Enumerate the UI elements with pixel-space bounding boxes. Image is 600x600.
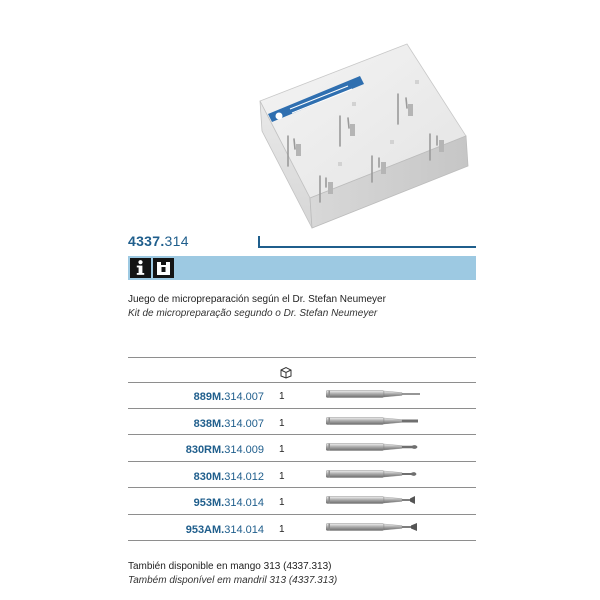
part-number: [186, 524, 264, 536]
table-row-divider: [128, 540, 476, 541]
pack-quantity: 1: [279, 417, 285, 429]
bur-instrument-image: [326, 518, 421, 536]
table-row: [128, 383, 476, 409]
bur-instrument-image: [326, 465, 421, 483]
product-code-bold: 4337.: [128, 233, 165, 249]
bur-instrument-image: [326, 385, 421, 403]
bur-instrument-image: [326, 438, 421, 456]
table-row-divider: [128, 487, 476, 488]
table-row: [128, 410, 476, 436]
pack-quantity: 1: [279, 497, 285, 508]
part-number-suffix: 314.014: [224, 497, 264, 509]
part-number-suffix: 314.012: [224, 470, 264, 483]
part-number-bold: 830M.: [193, 470, 225, 483]
part-number: [194, 471, 264, 483]
bur-instrument-image: [326, 491, 421, 509]
package-icon: [279, 365, 293, 379]
part-number: [194, 418, 264, 430]
part-number: [186, 444, 264, 456]
part-number-bold: 830RM.: [185, 444, 225, 456]
part-number-suffix: 314.007: [224, 417, 264, 430]
part-number-bold: 889M.: [193, 391, 225, 403]
pack-quantity: 1: [279, 444, 285, 455]
product-code-suffix: 314: [164, 233, 189, 249]
part-number-suffix: 314.007: [224, 391, 264, 403]
table-row: [128, 436, 476, 462]
bur-instrument-image: [326, 412, 421, 430]
part-number-bold: 953M.: [193, 497, 225, 509]
product-photo: [240, 36, 490, 236]
part-number: [194, 391, 264, 403]
table-top-rule: [128, 357, 476, 358]
product-code: [128, 233, 189, 251]
table-row-divider: [128, 461, 476, 462]
part-number-bold: 953AM.: [185, 523, 225, 536]
info-icon: [130, 258, 151, 278]
table-row-divider: [128, 434, 476, 435]
table-row: [128, 463, 476, 489]
table-row-divider: [128, 514, 476, 515]
pictogram-bar: [128, 256, 476, 280]
header-rule: [258, 236, 476, 248]
table-row-divider: [128, 408, 476, 409]
availability-portuguese: Também disponível em mandril 313 (4337.313): [128, 575, 338, 586]
part-number-suffix: 314.009: [224, 444, 264, 456]
availability-spanish: También disponible en mango 313 (4337.313): [128, 561, 332, 572]
pack-quantity: 1: [279, 391, 285, 402]
part-number-bold: 838M.: [193, 417, 225, 430]
pack-quantity: 1: [279, 523, 285, 535]
table-row: [128, 489, 476, 515]
description-spanish: Juego de micropreparación según el Dr. Stefan Neumeyer: [128, 294, 386, 305]
handpiece-icon: [153, 258, 174, 278]
pack-quantity: 1: [279, 470, 285, 482]
table-row: [128, 516, 476, 542]
logo-mark: [276, 113, 283, 120]
description-portuguese: Kit de micropreparação segundo o Dr. Stefan Neumeyer: [128, 308, 378, 319]
part-number: [194, 497, 264, 509]
part-number-suffix: 314.014: [224, 523, 264, 536]
